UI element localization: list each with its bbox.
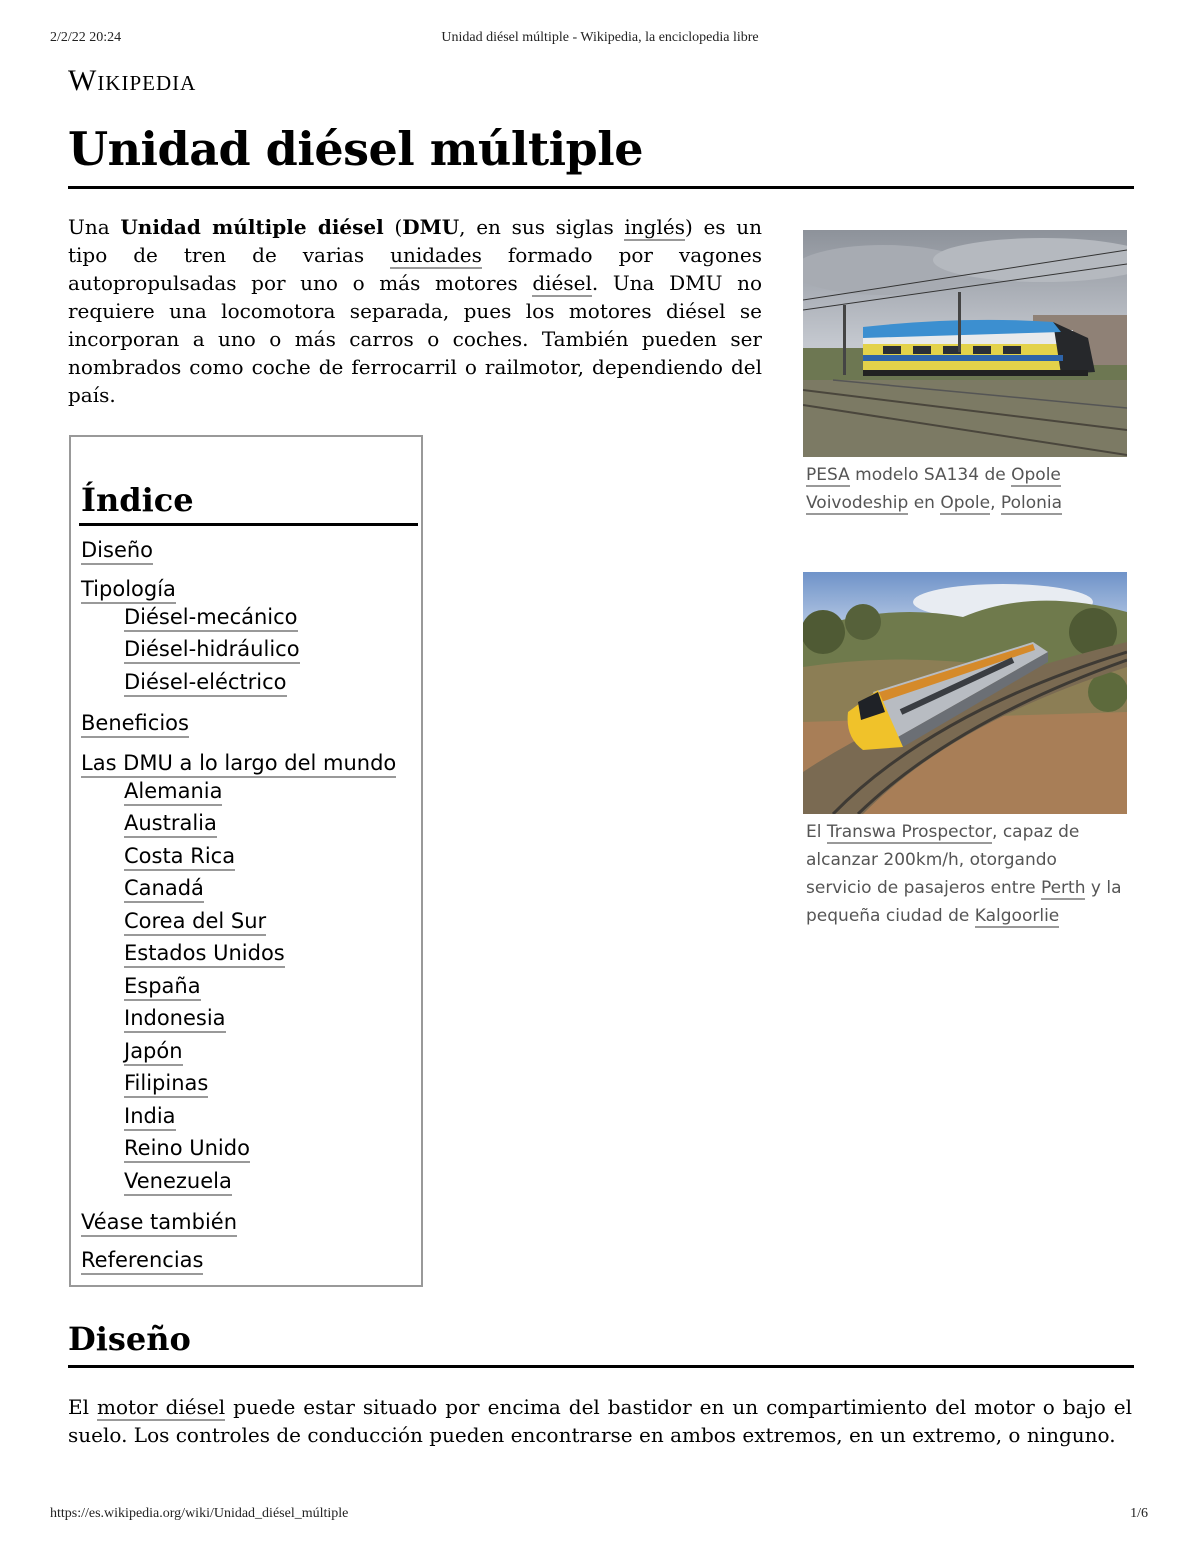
link-kalgoorlie[interactable]: Kalgoorlie (974, 906, 1060, 926)
toc-sub-venezuela[interactable]: Venezuela (124, 1168, 232, 1196)
toc-sub-estados-unidos[interactable]: Estados Unidos (124, 940, 285, 968)
link-opole-voivodeship[interactable]: Opole Voivodeship (806, 465, 1061, 513)
link-polonia[interactable]: Polonia (1000, 493, 1063, 513)
toc-sub-australia[interactable]: Australia (124, 810, 217, 838)
link-transwa-prospector[interactable]: Transwa Prospector (826, 822, 993, 842)
toc-item-referencias[interactable]: Referencias (81, 1247, 203, 1275)
print-url: https://es.wikipedia.org/wiki/Unidad_diésel_múltiple (50, 1506, 349, 1521)
toc-item-diseno[interactable]: Diseño (81, 537, 153, 565)
toc-heading: Índice (81, 481, 194, 519)
title-rule (68, 186, 1134, 189)
figure-prospector-caption: El Transwa Prospector, capaz de alcanzar 200km/h, otorgando servicio de pasajeros entre Perth y la pequeña ciudad de Kalgoorlie (806, 822, 1122, 926)
toc-sub-japon[interactable]: Japón (124, 1038, 183, 1066)
intro-paragraph: Una Unidad múltiple diésel (DMU, en sus siglas inglés) es un tipo de tren de varias unidades formado por vagones autopropulsadas por uno o más motores diésel. Una DMU no requiere una locomotora separada, pues los motores diésel se incorporan a uno o más carros o coches. También pueden ser nombrados como coche de ferrocarril o railmotor, dependiendo del país. (68, 215, 762, 407)
page-title: Unidad diésel múltiple (68, 122, 643, 176)
toc-sub-indonesia[interactable]: Indonesia (124, 1005, 226, 1033)
print-title: Unidad diésel múltiple - Wikipedia, la enciclopedia libre (441, 30, 759, 45)
section-diseno-paragraph: El motor diésel puede estar situado por encima del bastidor en un compartimiento del motor o bajo el suelo. Los controles de conducción pueden encontrarse en ambos extremos, en un extremo, o ninguno. (68, 1395, 1132, 1447)
toc-rule (79, 523, 418, 526)
toc-item-beneficios[interactable]: Beneficios (81, 710, 189, 738)
table-of-contents (69, 435, 423, 1287)
link-pesa[interactable]: PESA (806, 465, 850, 485)
toc-sub-alemania[interactable]: Alemania (124, 778, 222, 806)
toc-item-tipologia[interactable]: Tipología (81, 576, 176, 604)
toc-sub-corea-del-sur[interactable]: Corea del Sur (124, 908, 266, 936)
prospector-train-image[interactable] (803, 572, 1127, 814)
section-diseno-heading: Diseño (68, 1320, 191, 1358)
toc-sub-diesel-hidraulico[interactable]: Diésel-hidráulico (124, 636, 300, 664)
link-unidades[interactable]: unidades (390, 243, 482, 267)
link-opole[interactable]: Opole (940, 493, 991, 513)
link-diesel[interactable]: diésel (532, 271, 592, 295)
toc-sub-filipinas[interactable]: Filipinas (124, 1070, 208, 1098)
link-ingles[interactable]: inglés (624, 215, 685, 239)
toc-sub-reino-unido[interactable]: Reino Unido (124, 1135, 250, 1163)
toc-sub-diesel-electrico[interactable]: Diésel-eléctrico (124, 669, 287, 697)
toc-item-dmu-mundo[interactable]: Las DMU a lo largo del mundo (81, 750, 396, 778)
pesa-train-image[interactable] (803, 230, 1127, 457)
print-page-number: 1/6 (1130, 1506, 1148, 1521)
term-bold: Unidad múltiple diésel (120, 215, 384, 239)
link-motor-diesel[interactable]: motor diésel (96, 1395, 226, 1419)
figure-pesa-caption: PESA modelo SA134 de Opole Voivodeship en Opole, Polonia (806, 465, 1063, 513)
print-date: 2/2/22 20:24 (50, 30, 122, 45)
toc-sub-diesel-mecanico[interactable]: Diésel-mecánico (124, 604, 298, 632)
toc-sub-canada[interactable]: Canadá (124, 875, 204, 903)
acronym-bold: DMU (402, 215, 460, 239)
link-perth[interactable]: Perth (1040, 878, 1086, 898)
toc-sub-espana[interactable]: España (124, 973, 201, 1001)
toc-sub-costa-rica[interactable]: Costa Rica (124, 843, 235, 871)
figure-prospector (803, 572, 1127, 930)
toc-item-vease-tambien[interactable]: Véase también (81, 1209, 237, 1237)
wikipedia-logo[interactable]: Wikipedia (68, 64, 197, 97)
figure-pesa (803, 230, 1127, 517)
section-diseno-rule (68, 1365, 1134, 1368)
toc-sub-india[interactable]: India (124, 1103, 176, 1131)
